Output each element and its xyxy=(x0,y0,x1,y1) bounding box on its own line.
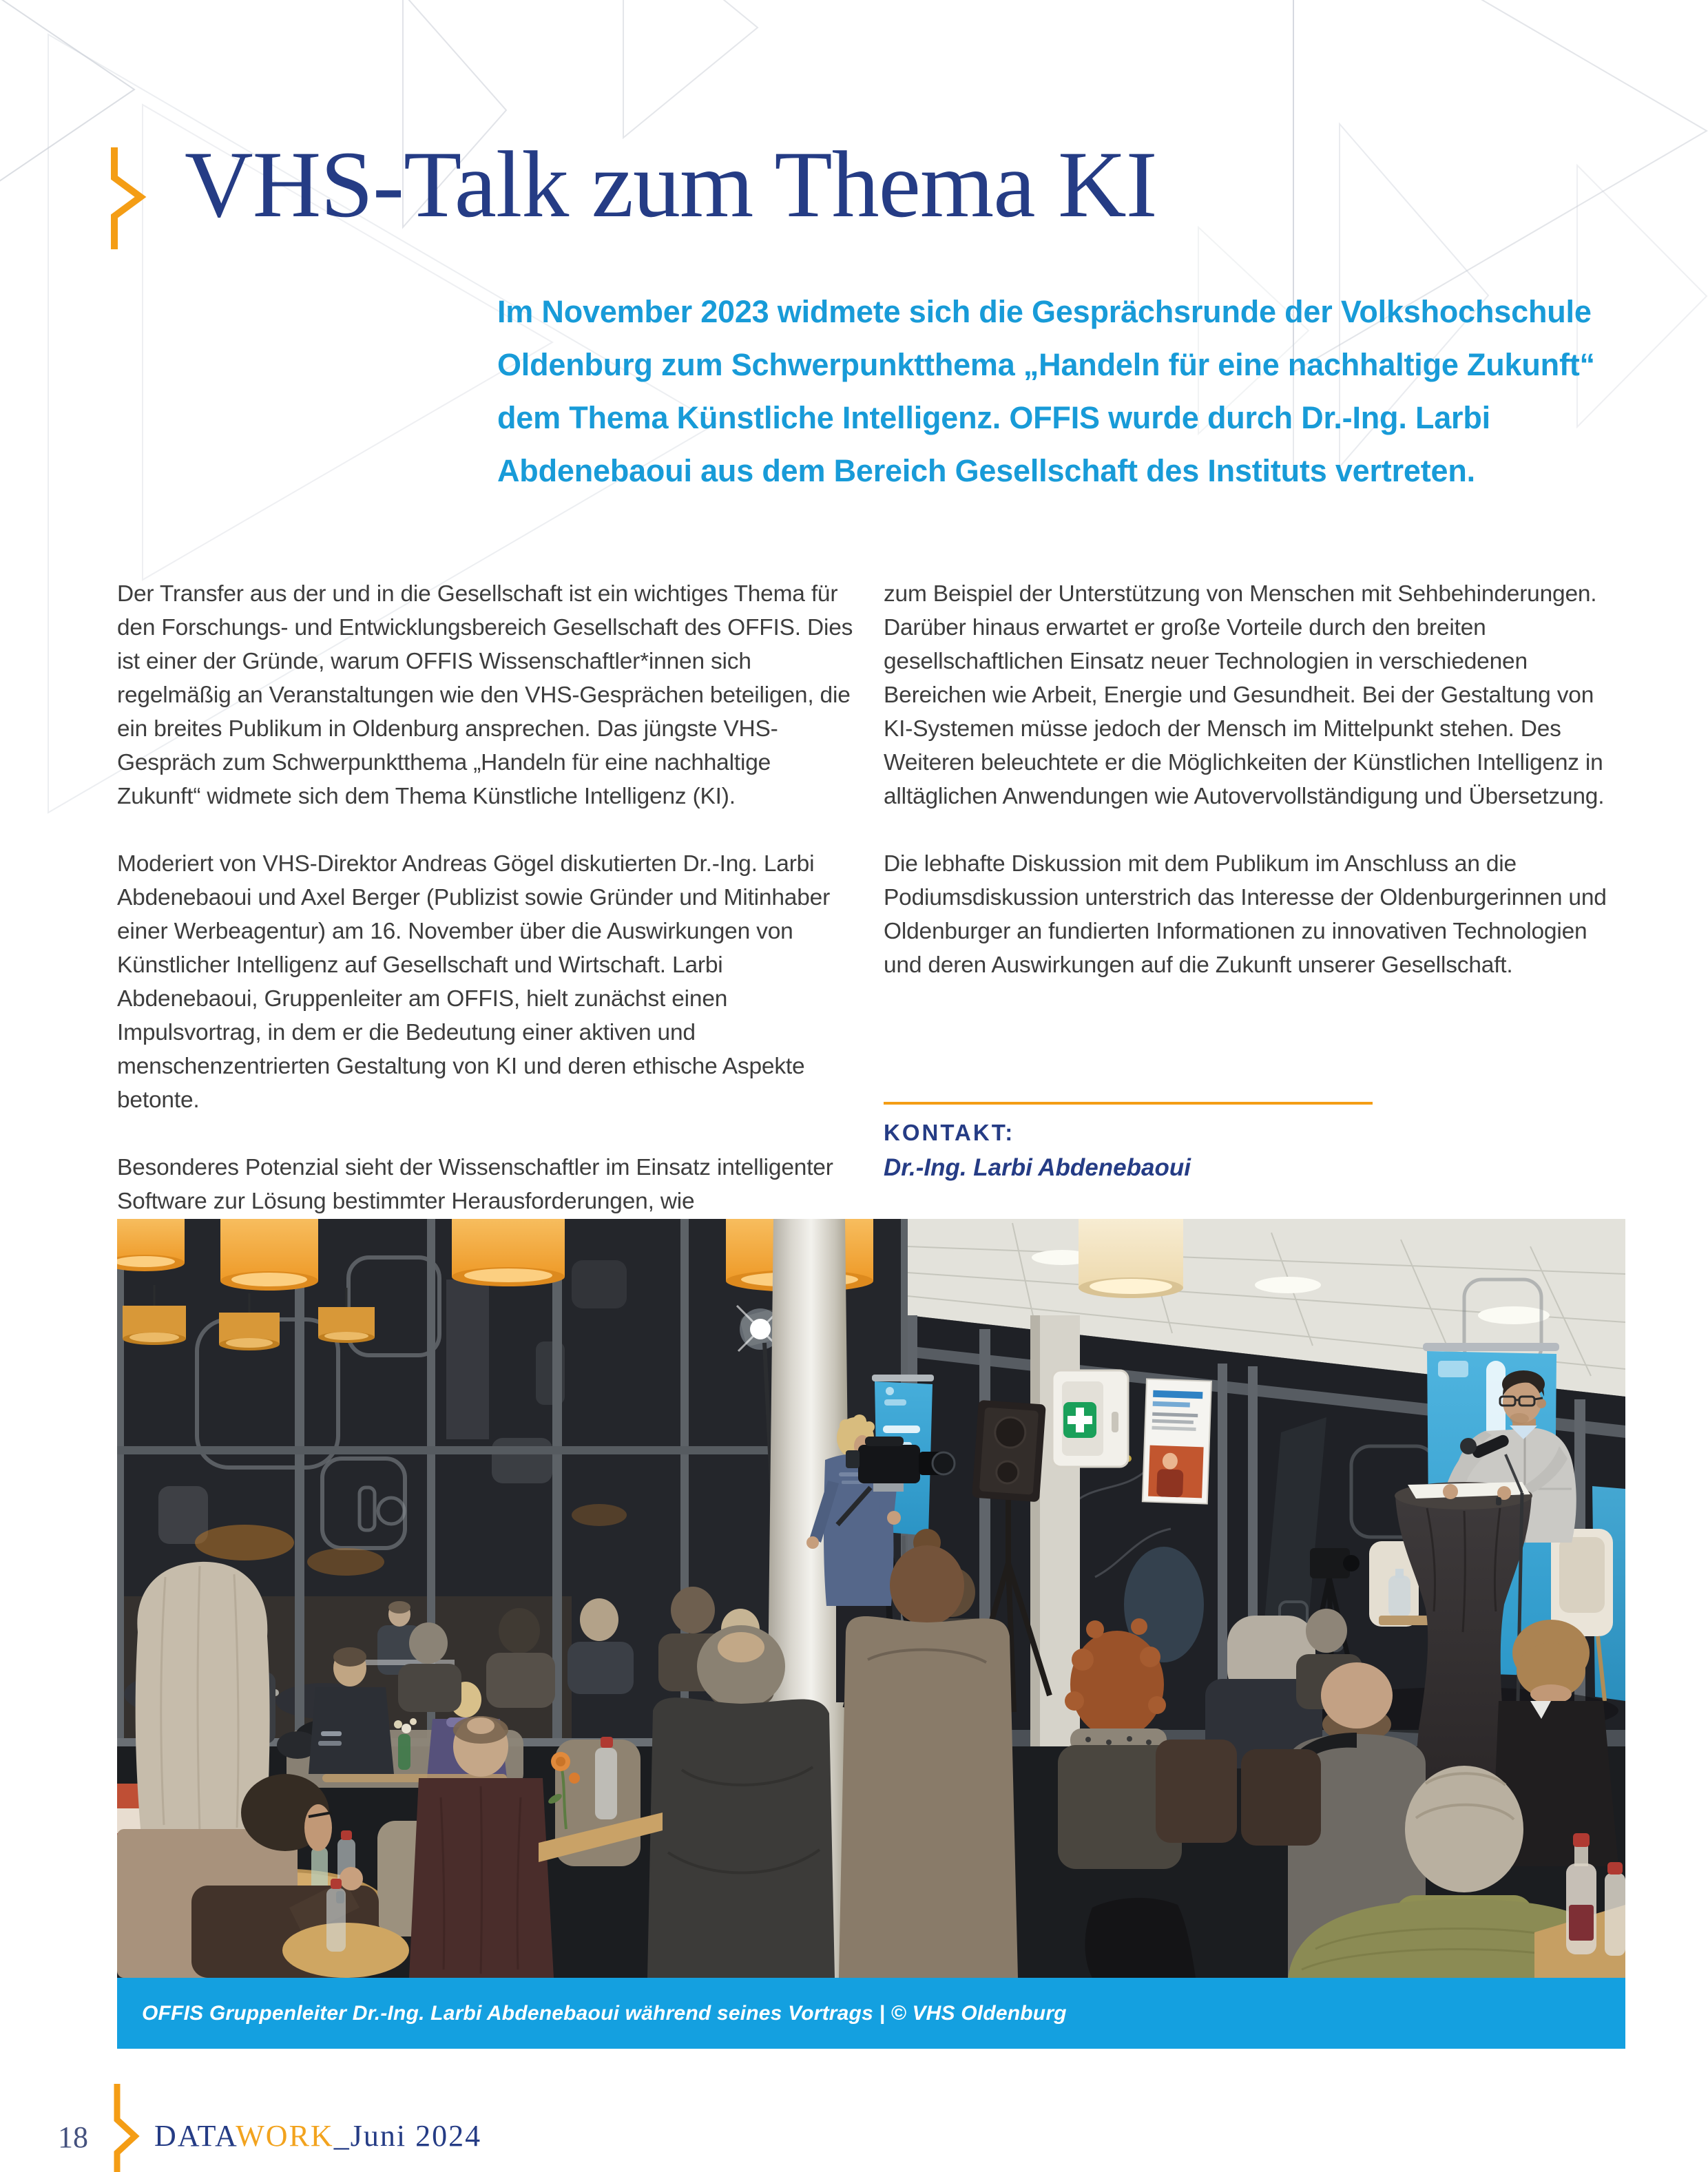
body-paragraph: Die lebhafte Diskussion mit dem Publikum im Anschluss an die Podiumsdiskussion unterstrich das Interesse der Oldenburgerinnen und Oldenburger an fundierten Informationen zu innovativen Technologien und deren Auswirkungen auf die Zukunft unserer Gesellschaft. xyxy=(884,851,1607,978)
intro-paragraph: Im November 2023 widmete sich die Gesprächsrunde der Volkshochschule Oldenburg zum Schwerpunktthema „Handeln für eine nachhaltige Zukunft“ dem Thema Künstliche Intelligenz. OFFIS wurde durch Dr.-Ing. Larbi Abdenebaoui aus dem Bereich Gesellschaft des Instituts vertreten. xyxy=(497,294,1595,488)
photo-caption: OFFIS Gruppenleiter Dr.-Ing. Larbi Abdenebaoui während seines Vortrags | © VHS Oldenburg xyxy=(142,2001,1067,2025)
magazine-title xyxy=(154,2118,481,2153)
title-chevron-icon xyxy=(105,147,150,249)
body-paragraph: Moderiert von VHS-Direktor Andreas Gögel diskutierten Dr.-Ing. Larbi Abdenebaoui und Axel Berger (Publizist sowie Gründer und Mitinhaber einer Werbeagentur) am 16. November über die Auswirkungen von Künstlicher Intelligenz auf Gesellschaft und Wirtschaft. Larbi Abdenebaoui, Gruppenleiter am OFFIS, hielt zunächst einen Impulsvortrag, in dem er die Bedeutung einer aktiven und menschenzentrierten Gestaltung von KI und deren ethische Aspekte betonte. xyxy=(117,851,831,1113)
photo-caption-bar xyxy=(117,1978,1625,2049)
issue-label: _Juni 2024 xyxy=(333,2119,482,2153)
page-title: VHS-Talk zum Thema KI xyxy=(185,132,1157,237)
brand-prefix: DATA xyxy=(154,2119,236,2153)
contact-divider xyxy=(884,1102,1373,1105)
event-photo-block xyxy=(117,1219,1625,2049)
footer-page-number: 18 xyxy=(58,2120,88,2154)
contact-name: Dr.-Ing. Larbi Abdenebaoui xyxy=(884,1154,1191,1181)
event-photo xyxy=(117,1219,1625,1978)
contact-label: KONTAKT: xyxy=(884,1120,1015,1145)
brand-suffix: WORK xyxy=(236,2119,334,2153)
body-paragraph: Besonderes Potenzial sieht der Wissenschaftler im Einsatz intelligenter Software zur Lösung bestimmter Herausforderungen, wie xyxy=(117,1155,833,1214)
footer-chevron-icon xyxy=(105,2084,146,2172)
article-column-right xyxy=(884,577,1626,1016)
contact-block xyxy=(884,1102,1373,1182)
body-paragraph: Der Transfer aus der und in die Gesellschaft ist ein wichtiges Thema für den Forschungs- und Entwicklungsbereich Gesellschaft des OFFIS. Dies ist einer der Gründe, warum OFFIS Wissenschaftler*innen sich regelmäßig an Veranstaltungen wie den VHS-Gesprächen beteiligen, die ein breites Publikum in Oldenburg ansprechen. Das jüngste VHS-Gespräch zum Schwerpunktthema „Handeln für eine nachhaltige Zukunft“ widmete sich dem Thema Künstliche Intelligenz (KI). xyxy=(117,581,853,809)
body-paragraph: zum Beispiel der Unterstützung von Menschen mit Sehbehinderungen. Darüber hinaus erwartet er große Vorteile durch den breiten gesellschaftlichen Einsatz neuer Technologien in verschiedenen Bereichen wie Arbeit, Energie und Gesundheit. Bei der Gestaltung von KI-Systemen müsse jedoch der Mensch im Mittelpunkt stehen. Des Weiteren beleuchtete er die Möglichkeiten der Künstlichen Intelligenz in alltäglichen Anwendungen wie Autovervollständigung und Übersetzung. xyxy=(884,581,1605,809)
article-column-left xyxy=(117,577,860,1252)
